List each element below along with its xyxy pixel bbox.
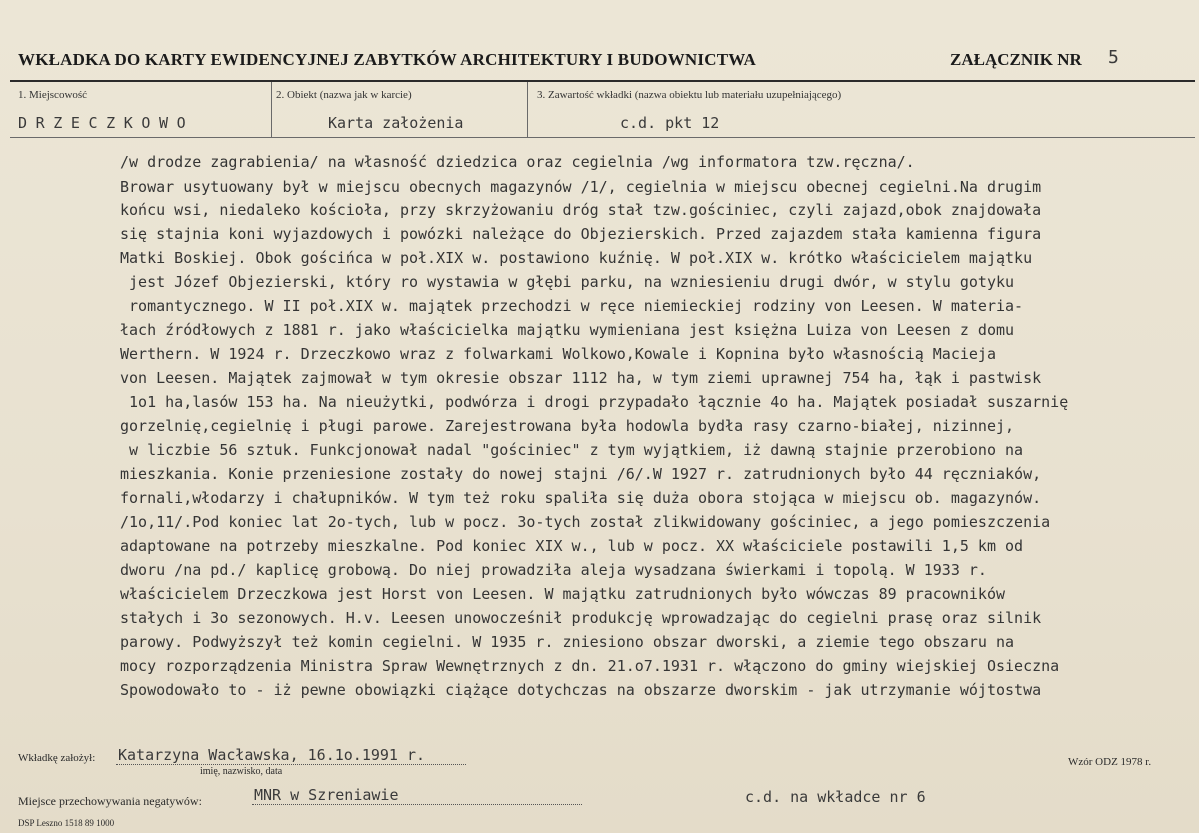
- body-line: się stajnia koni wyjazdowych i powózki należące do Objezierskich. Przed zajazdem stała kamienna figura: [120, 225, 1042, 243]
- body-line: mocy rozporządzenia Ministra Spraw Wewnętrznych z dn. 21.o7.1931 r. włączono do gminy wiejskiej Osieczna: [120, 657, 1060, 675]
- body-line: właścicielem Drzeczkowa jest Horst von Leesen. W majątku zatrudnionych było wówczas 89 pracowników: [120, 585, 1006, 603]
- body-line: /w drodze zagrabienia/ na własność dziedzica oraz cegielnia /wg informatora tzw.ręczna/.: [120, 153, 915, 171]
- object-value: Karta założenia: [328, 114, 464, 132]
- object-label: 2. Obiekt (nazwa jak w karcie): [276, 89, 412, 101]
- created-by-value: Katarzyna Wacławska, 16.1o.1991 r.: [118, 746, 426, 764]
- attachment-label: ZAŁĄCZNIK NR: [950, 50, 1082, 69]
- body-line: romantycznego. W II poł.XIX w. majątek przechodzi w ręce niemieckiej rodziny von Leesen. W materia-: [120, 297, 1024, 315]
- body-line: łach źródłowych z 1881 r. jako właścicielka majątku wymieniana jest księżna Luiza von Leesen z domu: [120, 321, 1015, 339]
- body-line: parowy. Podwyższył też komin cegielni. W 1935 r. zniesiono obszar dworski, a ziemie tego obszaru na: [120, 633, 1015, 651]
- negatives-location-value: MNR w Szreniawie: [254, 786, 399, 804]
- negatives-location-label: Miejsce przechowywania negatywów:: [18, 794, 202, 808]
- body-line: /1o,11/.Pod koniec lat 2o-tych, lub w pocz. 3o-tych został zlikwidowany gościniec, a jego pomieszczenia: [120, 513, 1051, 531]
- body-line: Matki Boskiej. Obok gościńca w poł.XIX w. postawiono kuźnię. W poł.XIX w. krótko właścicielem majątku: [120, 249, 1033, 267]
- content-label: 3. Zawartość wkładki (nazwa obiektu lub materiału uzupełniającego): [537, 89, 842, 101]
- body-line: stałych i 3o sezonowych. H.v. Leesen unowocześnił produkcję wprowadzając do cegielni prasę oraz silnik: [120, 609, 1042, 627]
- created-by-label: Wkładkę założył:: [18, 752, 96, 764]
- continued-note: c.d. na wkładce nr 6: [745, 788, 926, 806]
- card-title: WKŁADKA DO KARTY EWIDENCYJNEJ ZABYTKÓW ARCHITEKTURY I BUDOWNICTWA: [18, 50, 757, 69]
- form-model: Wzór ODZ 1978 r.: [1068, 756, 1152, 768]
- printer-info: DSP Leszno 1518 89 1000: [18, 818, 115, 828]
- field-divider: [527, 82, 528, 137]
- body-line: fornali,włodarzy i chałupników. W tym też roku spaliła się duża obora stojąca w miejscu ob. magazynów.: [120, 489, 1042, 507]
- signature-line: [116, 764, 466, 765]
- locality-label: 1. Miejscowość: [18, 89, 88, 101]
- body-line: w liczbie 56 sztuk. Funkcjonował nadal "gościniec" z tym wyjątkiem, iż dawną stajnie przerobiono na: [120, 441, 1024, 459]
- content-value: c.d. pkt 12: [620, 114, 720, 132]
- attachment-number: 5: [1108, 47, 1119, 68]
- created-by-caption: imię, nazwisko, data: [200, 766, 283, 777]
- body-line: końcu wsi, niedaleko kościoła, przy skrzyżowaniu dróg stał tzw.gościniec, czyli zajazd,obok znajdowała: [120, 201, 1042, 219]
- body-line: dworu /na pd./ kaplicę grobową. Do niej prowadziła aleja wysadzana świerkami i topolą. W 1933 r.: [120, 561, 987, 579]
- negatives-line: [252, 804, 582, 805]
- body-line: Browar usytuowany był w miejscu obecnych magazynów /1/, cegielnia w miejscu obecnej cegielni.Na drugim: [120, 178, 1042, 196]
- body-line: von Leesen. Majątek zajmował w tym okresie obszar 1112 ha, w tym ziemi uprawnej 754 ha, łąk i pastwisk: [120, 369, 1042, 387]
- header-rule: [10, 80, 1195, 82]
- locality-value: DRZECZKOWO: [18, 114, 195, 132]
- body-line: adaptowane na potrzeby mieszkalne. Pod koniec XIX w., lub w pocz. XX właściciele postawili 1,5 km od: [120, 537, 1024, 555]
- body-line: Spowodowało to - iż pewne obowiązki ciążące dotychczas na obszarze dworskim - jak utrzymanie wójtostwa: [120, 681, 1042, 699]
- fields-rule: [10, 137, 1195, 138]
- body-line: jest Józef Objezierski, który ro wystawia w głębi parku, na wzniesieniu drugi dwór, w stylu gotyku: [120, 273, 1015, 291]
- body-line: mieszkania. Konie przeniesione zostały do nowej stajni /6/.W 1927 r. zatrudnionych było 44 ręczniaków,: [120, 465, 1042, 483]
- body-line: 1o1 ha,lasów 153 ha. Na nieużytki, podwórza i drogi przypadało łącznie 4o ha. Majątek posiadał suszarnię: [120, 393, 1069, 411]
- body-line: Werthern. W 1924 r. Drzeczkowo wraz z folwarkami Wolkowo,Kowale i Kopnina było własnością Macieja: [120, 345, 996, 363]
- field-divider: [271, 82, 272, 137]
- body-line: gorzelnię,cegielnię i pługi parowe. Zarejestrowana była hodowla bydła rasy czarno-białej, nizinnej,: [120, 417, 1015, 435]
